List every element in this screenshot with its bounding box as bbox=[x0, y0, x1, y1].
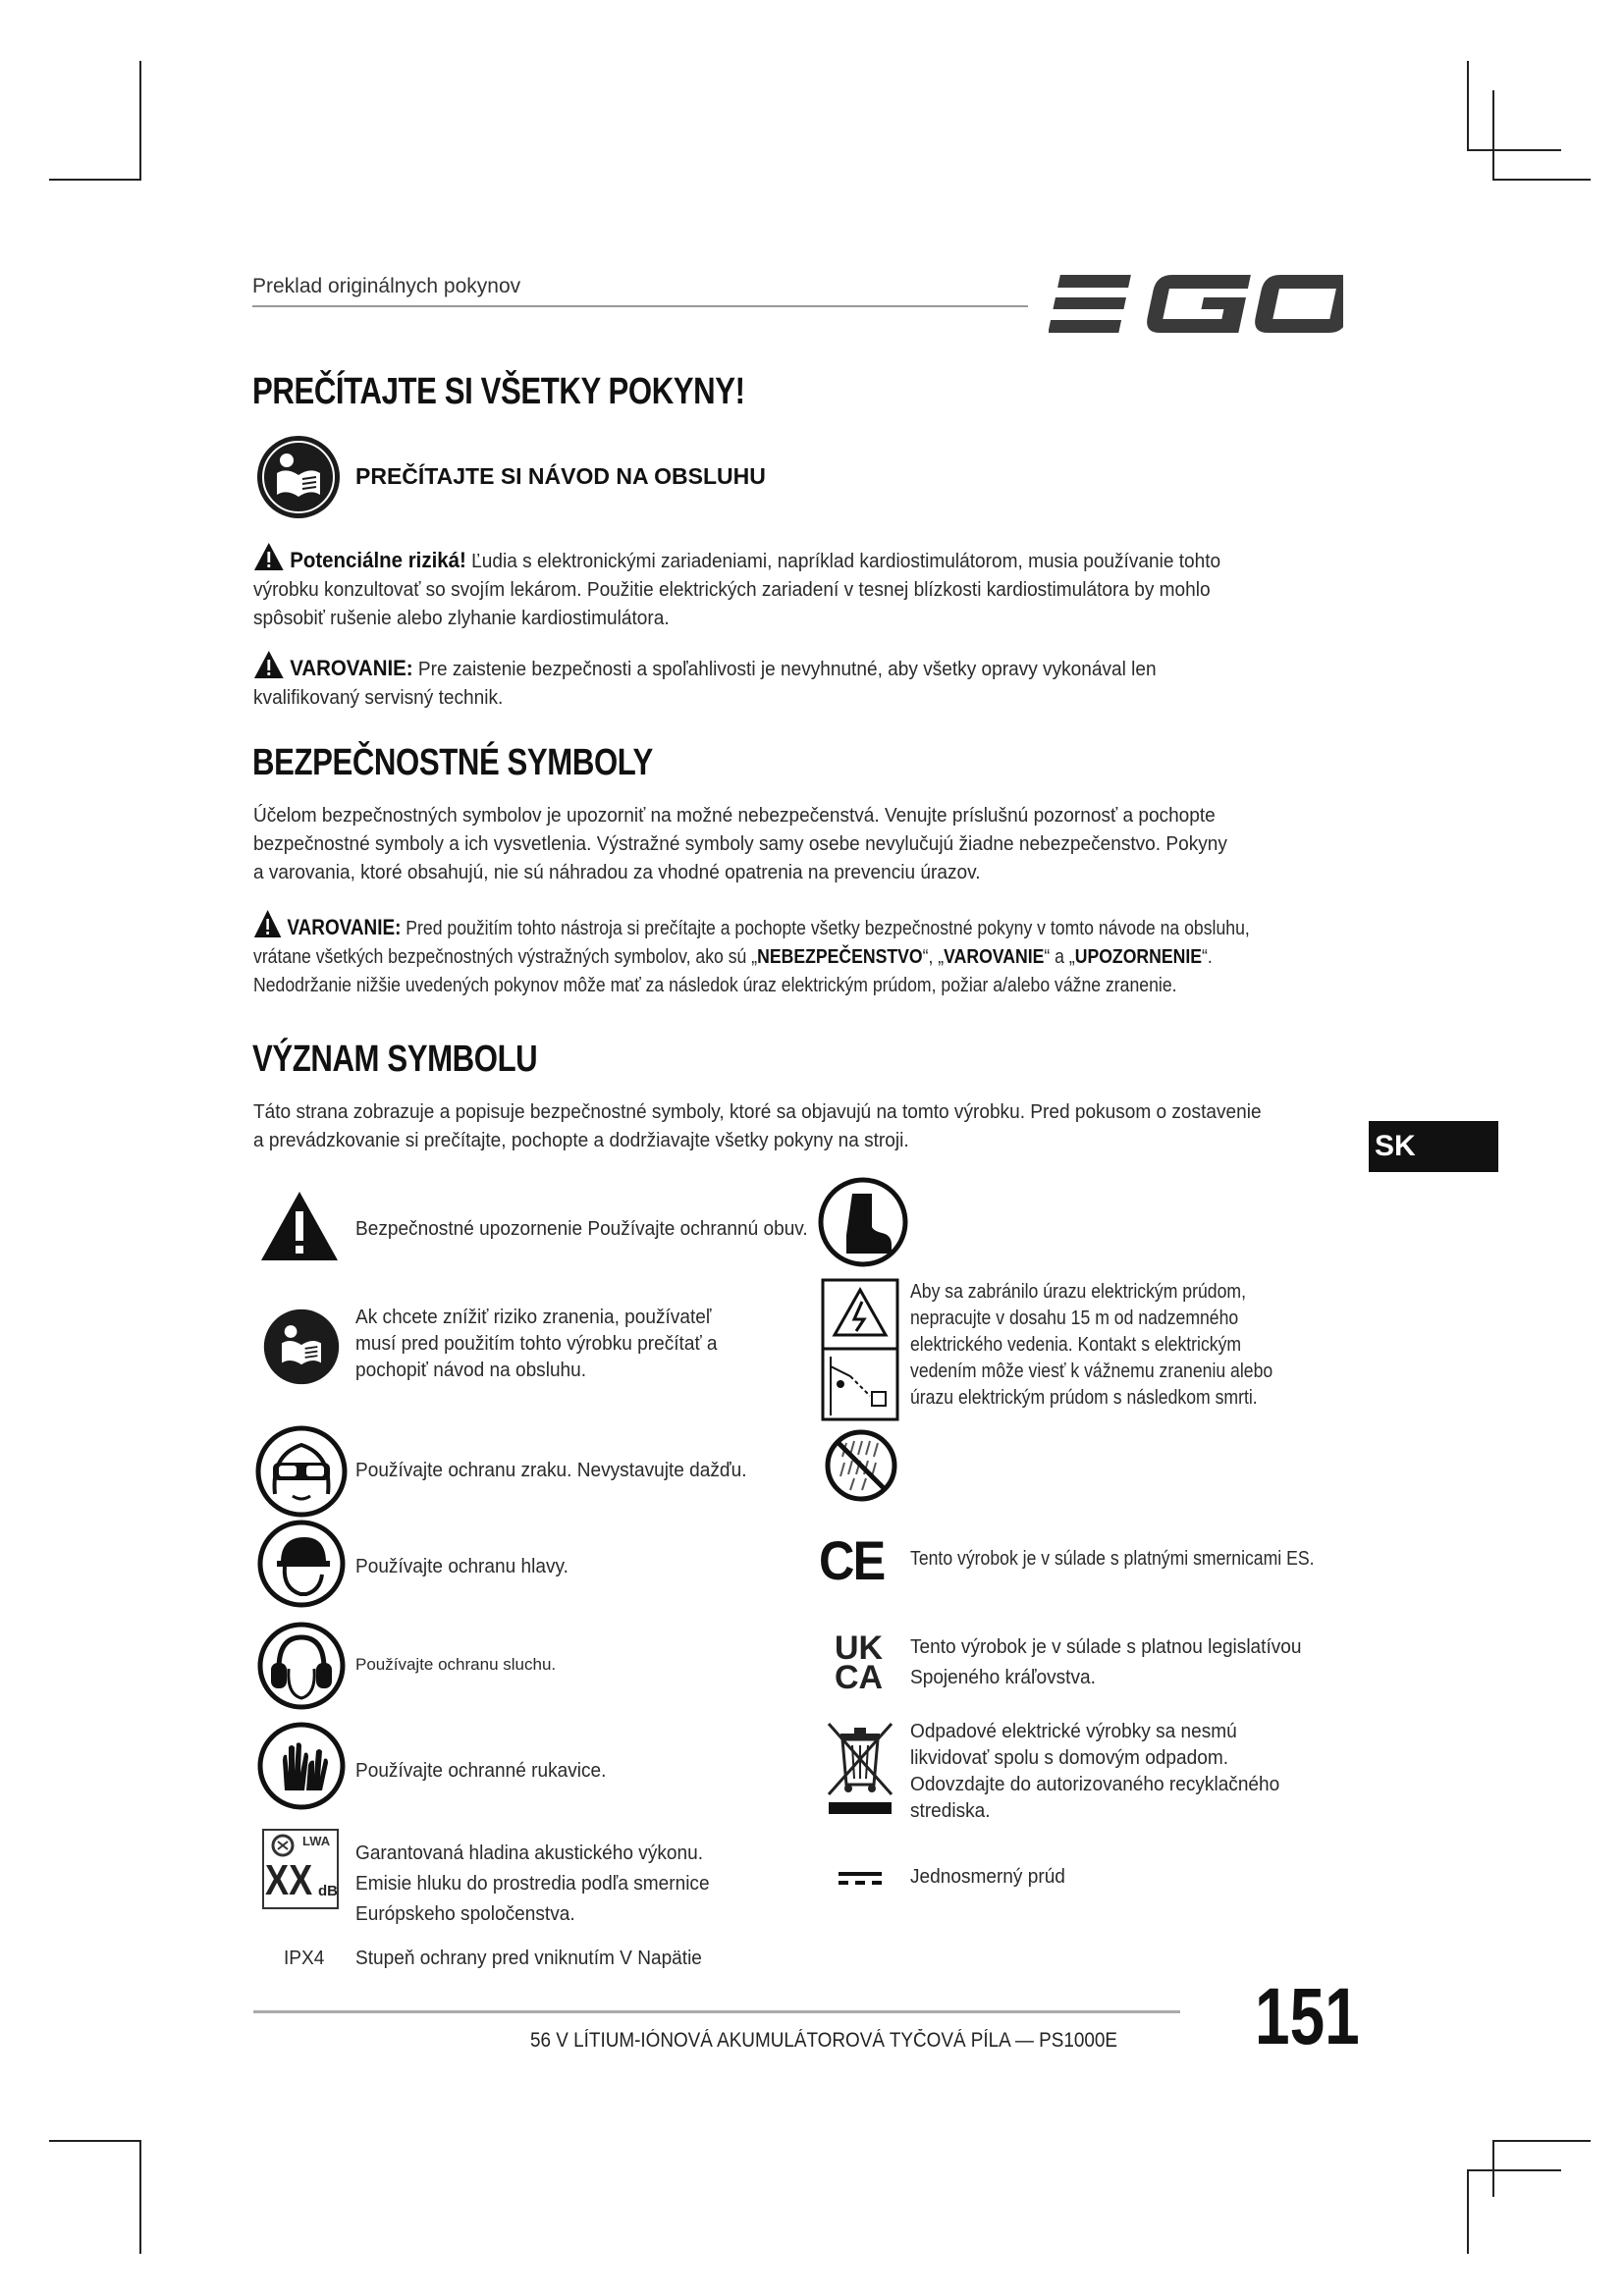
header-label: Preklad originálnych pokynov bbox=[252, 275, 521, 297]
ukca-line-1: Tento výrobok je v súlade s platnou legislatívou bbox=[910, 1635, 1302, 1658]
heading-safety-symbols: BEZPEČNOSTNÉ SYMBOLY bbox=[252, 742, 653, 783]
warning-triangle-icon bbox=[253, 542, 285, 571]
ukca-line-2: Spojeného kráľovstva. bbox=[910, 1666, 1096, 1688]
repair-warning-title: VAROVANIE: bbox=[290, 656, 413, 680]
crop-mark-br-v1 bbox=[1492, 2140, 1494, 2197]
footer-rule bbox=[253, 2010, 1180, 2013]
crop-mark-tr-h1 bbox=[1467, 149, 1561, 151]
safety-symbols-line-2: bezpečnostné symboly a ich vysvetlenia. Výstražné symboly samy osebe nevylučujú žiadne nebezpečenstvo. Pokyny bbox=[253, 832, 1227, 855]
read-manual-line-3: pochopiť návod na obsluhu. bbox=[355, 1359, 587, 1381]
hearing-protection-text: Používajte ochranu sluchu. bbox=[355, 1655, 557, 1674]
keyword-warning: VAROVANIE bbox=[944, 945, 1045, 968]
gloves-text: Používajte ochranné rukavice. bbox=[355, 1759, 607, 1782]
symbol-meaning-line-2: a prevádzkovanie si prečítajte, pochopte a dodržiavajte všetky pokyny na stroji. bbox=[253, 1129, 909, 1151]
heading-read-all: PREČÍTAJTE SI VŠETKY POKYNY! bbox=[252, 371, 745, 412]
tool-warning-line-2-text: vrátane všetkých bezpečnostných výstražných symbolov, ako sú „ bbox=[253, 945, 758, 968]
read-manual-icon bbox=[255, 434, 342, 520]
safety-alert-icon bbox=[259, 1190, 340, 1262]
electric-line-1: Aby sa zabránilo úrazu elektrickým prúdom, bbox=[910, 1280, 1246, 1303]
crop-mark-tr-h2 bbox=[1492, 179, 1591, 181]
tool-warning-end: “. bbox=[1202, 945, 1213, 968]
ipx-text: Stupeň ochrany pred vniknutím V Napätie bbox=[355, 1947, 702, 1969]
risk-line-1: Ľudia s elektronickými zariadeniami, napríklad kardiostimulátorom, musia používanie tohto bbox=[471, 550, 1221, 572]
read-manual-label: PREČÍTAJTE SI NÁVOD NA OBSLUHU bbox=[355, 463, 766, 489]
noise-level-icon bbox=[261, 1828, 340, 1910]
weee-line-2: likvidovať spolu s domovým odpadom. bbox=[910, 1746, 1229, 1769]
read-manual-line-2: musí pred použitím tohto výrobku prečítať a bbox=[355, 1332, 718, 1355]
crop-mark-br-h2 bbox=[1467, 2169, 1561, 2171]
noise-line-1: Garantovaná hladina akustického výkonu. bbox=[355, 1842, 703, 1864]
risk-title: Potenciálne riziká! bbox=[290, 548, 466, 572]
protective-boots-icon bbox=[817, 1176, 909, 1268]
header-rule bbox=[252, 305, 1028, 307]
symbol-meaning-line-1: Táto strana zobrazuje a popisuje bezpečnostné symboly, ktoré sa objavujú na tomto výrobku. Pred pokusom o zostavenie bbox=[253, 1100, 1262, 1123]
overhead-line-icon bbox=[821, 1278, 899, 1421]
keyword-caution: UPOZORNENIE bbox=[1074, 945, 1203, 968]
ipx-code: IPX4 bbox=[284, 1947, 325, 1969]
noise-icon-unit: dB bbox=[318, 1883, 338, 1899]
crop-mark-br-h1 bbox=[1492, 2140, 1591, 2142]
electric-line-5: úrazu elektrickým prúdom s následkom smrti. bbox=[910, 1386, 1258, 1409]
repair-warning-paragraph bbox=[253, 650, 1373, 712]
eye-protection-icon bbox=[255, 1425, 348, 1518]
tool-warning-paragraph bbox=[253, 909, 1392, 999]
crop-mark-tr-v2 bbox=[1492, 90, 1494, 181]
eye-protection-text: Používajte ochranu zraku. Nevystavujte dažďu. bbox=[355, 1459, 747, 1481]
tool-warning-sep-2: “ a „ bbox=[1044, 945, 1075, 968]
crop-mark-bl-h bbox=[49, 2140, 141, 2142]
risk-paragraph bbox=[253, 542, 1373, 632]
weee-line-1: Odpadové elektrické výrobky sa nesmú bbox=[910, 1720, 1237, 1742]
electric-line-2: nepracujte v dosahu 15 m od nadzemného bbox=[910, 1307, 1239, 1329]
direct-current-icon bbox=[837, 1869, 884, 1889]
warning-triangle-icon bbox=[253, 650, 285, 679]
symbol-meaning-paragraph bbox=[253, 1097, 1373, 1154]
weee-line-4: strediska. bbox=[910, 1799, 991, 1822]
ukca-text bbox=[910, 1631, 1301, 1692]
noise-line-3: Európskeho spoločenstva. bbox=[355, 1902, 575, 1925]
read-manual-text bbox=[355, 1304, 718, 1383]
noise-line-2: Emisie hluku do prostredia podľa smernice bbox=[355, 1872, 710, 1895]
crop-mark-bl-v bbox=[139, 2140, 141, 2254]
weee-line-3: Odovzdajte do autorizovaného recyklačného bbox=[910, 1773, 1280, 1795]
risk-line-3: spôsobiť rušenie alebo zlyhanie kardiostimulátora. bbox=[253, 607, 670, 629]
risk-line-2: výrobku konzultovať so svojím lekárom. Použitie elektrických zariadení v tesnej blízkosti kardiostimulátora by mohlo bbox=[253, 578, 1211, 601]
crop-mark-br-v2 bbox=[1467, 2169, 1469, 2254]
safety-symbols-line-3: a varovania, ktoré obsahujú, nie sú náhradou za vhodné opatrenia na prevenciu úrazov. bbox=[253, 861, 981, 883]
footer-product-text: 56 V LÍTIUM-IÓNOVÁ AKUMULÁTOROVÁ TYČOVÁ PÍLA — PS1000E bbox=[530, 2029, 1118, 2052]
repair-warning-line-1: Pre zaistenie bezpečnosti a spoľahlivosti je nevyhnutné, aby všetky opravy vykonával len bbox=[417, 658, 1157, 680]
ukca-mark bbox=[835, 1629, 893, 1696]
no-rain-icon bbox=[825, 1429, 897, 1502]
noise-icon-value: XX bbox=[265, 1856, 313, 1904]
gloves-icon bbox=[257, 1722, 346, 1810]
head-protection-icon bbox=[257, 1520, 346, 1608]
warning-triangle-icon bbox=[253, 909, 282, 938]
electric-line-4: vedením môže viesť k vážnemu zraneniu alebo bbox=[910, 1360, 1273, 1382]
tool-warning-title: VAROVANIE: bbox=[287, 915, 402, 939]
ce-text: Tento výrobok je v súlade s platnými smernicami ES. bbox=[910, 1547, 1315, 1570]
ce-mark: CE bbox=[819, 1529, 885, 1591]
direct-current-text: Jednosmerný prúd bbox=[910, 1865, 1065, 1888]
footer-product bbox=[530, 2029, 1182, 2053]
repair-warning-line-2: kvalifikovaný servisný technik. bbox=[253, 686, 504, 709]
noise-level-text bbox=[355, 1838, 710, 1929]
noise-icon-label: LWA bbox=[302, 1834, 331, 1848]
safety-symbols-paragraph bbox=[253, 801, 1373, 886]
read-manual-icon-small bbox=[262, 1308, 341, 1386]
weee-crossed-bin-icon bbox=[823, 1720, 897, 1818]
ego-logo bbox=[1049, 265, 1343, 344]
electric-line-3: elektrického vedenia. Kontakt s elektrickým bbox=[910, 1333, 1242, 1356]
ukca-mark-bottom: CA bbox=[835, 1659, 884, 1696]
language-tab-sk: SK bbox=[1369, 1121, 1498, 1172]
safety-alert-text: Bezpečnostné upozornenie Používajte ochrannú obuv. bbox=[355, 1217, 808, 1240]
crop-mark-tl-h bbox=[49, 179, 141, 181]
heading-symbol-meaning: VÝZNAM SYMBOLU bbox=[252, 1039, 538, 1080]
head-protection-text: Používajte ochranu hlavy. bbox=[355, 1555, 568, 1577]
weee-text bbox=[910, 1718, 1279, 1824]
hearing-protection-icon bbox=[257, 1622, 346, 1710]
tool-warning-sep-1: “, „ bbox=[922, 945, 945, 968]
safety-symbols-line-1: Účelom bezpečnostných symbolov je upozorniť na možné nebezpečenstvá. Venujte príslušnú pozornosť a pochopte bbox=[253, 804, 1216, 827]
page-number: 151 bbox=[1255, 1972, 1360, 2061]
crop-mark-tl-v bbox=[139, 61, 141, 181]
tool-warning-line-1: Pred použitím tohto nástroja si prečítajte a pochopte všetky bezpečnostné pokyny v tomto návode na obsluhu, bbox=[406, 917, 1250, 939]
keyword-danger: NEBEZPEČENSTVO bbox=[757, 945, 923, 968]
read-manual-line-1: Ak chcete znížiť riziko zranenia, používateľ bbox=[355, 1306, 712, 1328]
crop-mark-tr-v1 bbox=[1467, 61, 1469, 151]
tool-warning-line-3: Nedodržanie nižšie uvedených pokynov môže mať za následok úraz elektrickým prúdom, požiar a/alebo vážne zranenie. bbox=[253, 974, 1177, 996]
ukca-mark-top: UK bbox=[835, 1629, 884, 1667]
overhead-line-text bbox=[910, 1278, 1272, 1411]
tool-warning-line-2 bbox=[253, 942, 1233, 971]
